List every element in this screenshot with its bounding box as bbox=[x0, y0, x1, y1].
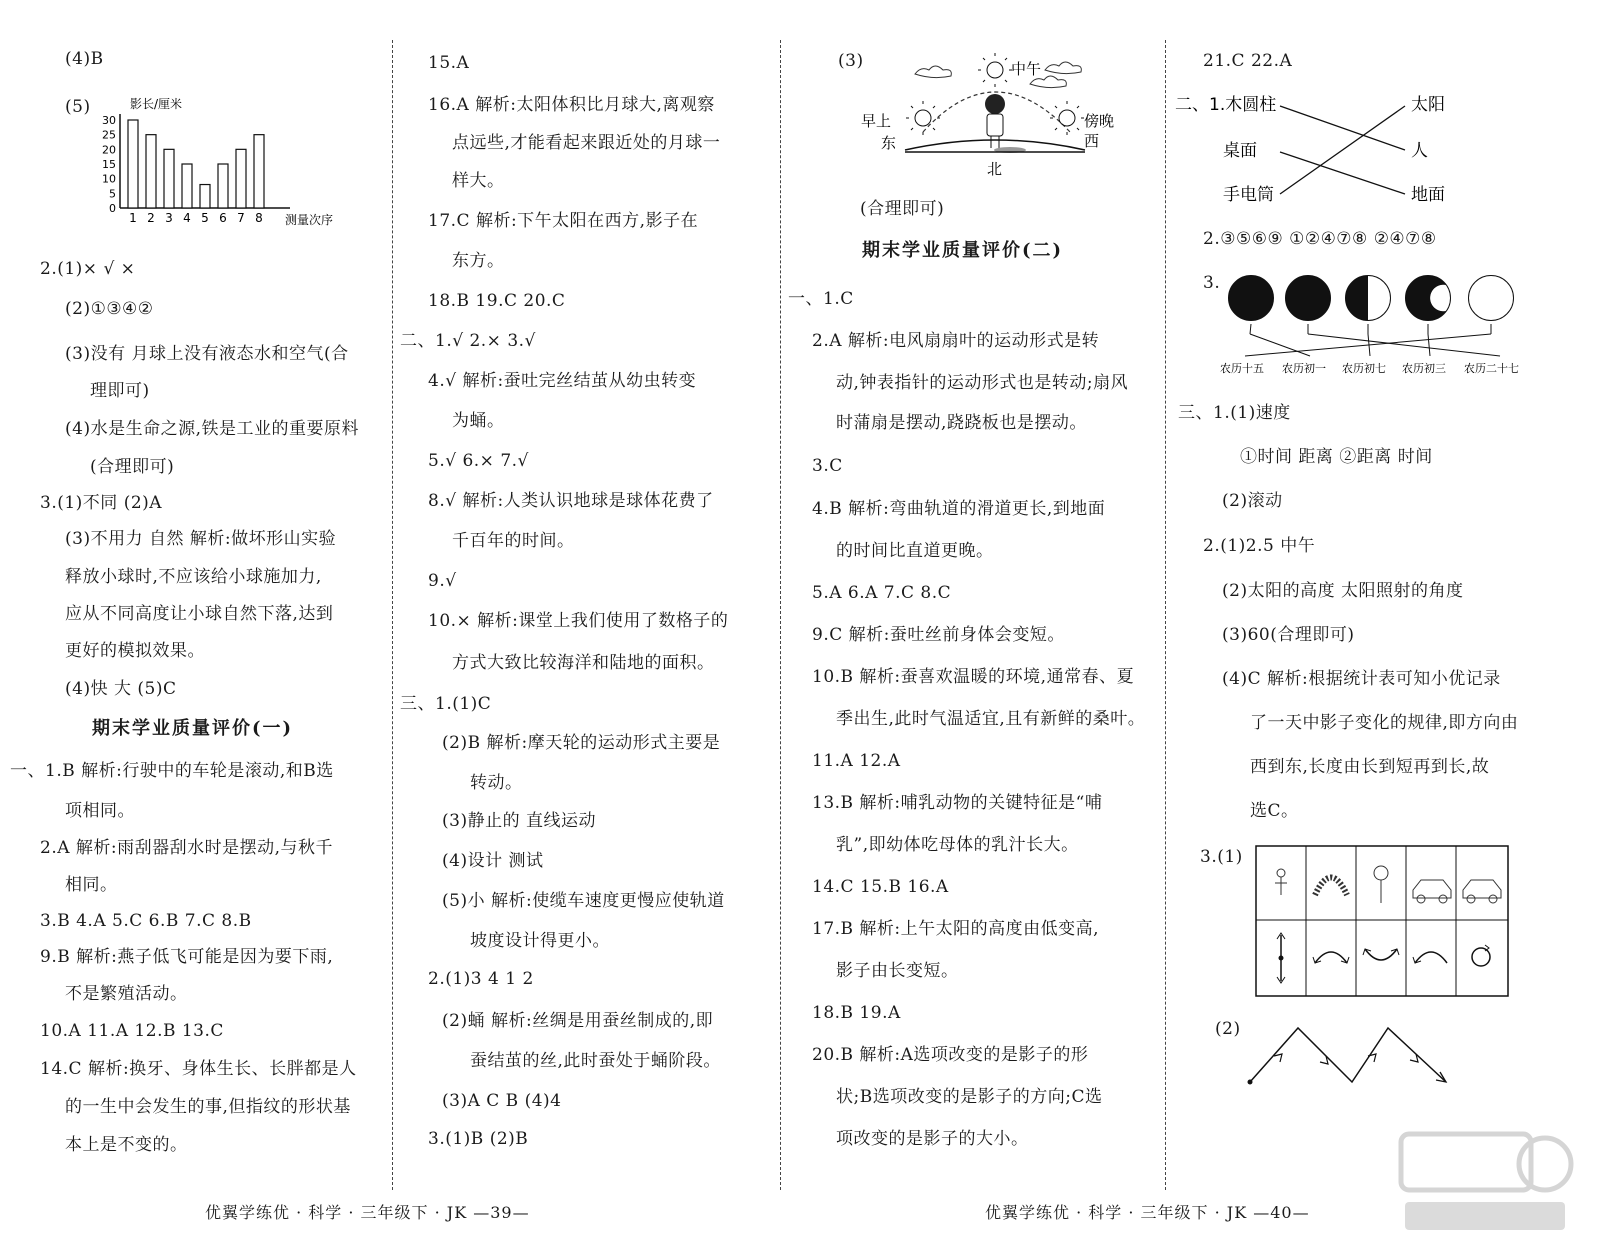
answer-line: 9.B 解析:燕子低飞可能是因为要下雨, bbox=[40, 947, 334, 967]
sun-icon bbox=[978, 53, 1012, 87]
chart-bar bbox=[200, 185, 210, 208]
column-divider bbox=[392, 40, 393, 1190]
chart-ytick-label: 15 bbox=[102, 158, 116, 171]
answer-line: 更好的模拟效果。 bbox=[65, 641, 205, 661]
answer-line: 转动。 bbox=[470, 773, 523, 793]
answer-line: (4)快 大 (5)C bbox=[65, 679, 177, 699]
answer-line: 18.B 19.A bbox=[812, 1003, 901, 1023]
answer-line: 为蛹。 bbox=[452, 411, 505, 431]
answer-line: 项相同。 bbox=[65, 801, 135, 821]
motion-grid bbox=[1255, 845, 1510, 997]
answer-line: 3.(1)不同 (2)A bbox=[40, 493, 163, 513]
answer-line: 2.(1)× √ × bbox=[40, 259, 136, 279]
answer-line: 10.A 11.A 12.B 13.C bbox=[40, 1021, 224, 1041]
chart-bar bbox=[236, 149, 246, 208]
chart-ytick-label: 20 bbox=[102, 143, 116, 157]
answer-line: 动,钟表指针的运动形式也是转动;扇风 bbox=[836, 373, 1129, 393]
answer-line: 季出生,此时气温适宜,且有新鲜的桑叶。 bbox=[836, 709, 1146, 729]
answer-line: 9.√ bbox=[428, 571, 457, 591]
answer-line: 5.A 6.A 7.C 8.C bbox=[812, 583, 952, 603]
chart-xtick-label: 6 bbox=[219, 211, 227, 225]
answer-line: (3)60(合理即可) bbox=[1222, 625, 1355, 645]
answer-line: 千百年的时间。 bbox=[452, 531, 575, 551]
toy-car-icon bbox=[1463, 880, 1501, 903]
answer-line: 9.C 解析:蚕吐丝前身体会变短。 bbox=[812, 625, 1065, 645]
match-left-item: 桌面 bbox=[1223, 141, 1257, 161]
answer-line: (3) bbox=[838, 51, 864, 71]
answer-line: 2.(1)2.5 中午 bbox=[1203, 536, 1316, 556]
chart-xtick-label: 3 bbox=[165, 211, 173, 225]
match-left-item: 手电筒 bbox=[1223, 185, 1274, 205]
moon-label: 农历十五 bbox=[1220, 362, 1264, 375]
chart-bar bbox=[182, 164, 192, 208]
chart-xlabel: 测量次序 bbox=[285, 213, 334, 227]
answer-line: (2)蛹 解析:丝绸是用蚕丝制成的,即 bbox=[442, 1011, 714, 1031]
answer-line: 时蒲扇是摆动,跷跷板也是摆动。 bbox=[836, 413, 1087, 433]
answer-line: 3.(1) bbox=[1200, 847, 1243, 867]
answer-line: 了一天中影子变化的规律,即方向由 bbox=[1250, 713, 1519, 733]
answer-line: 方式大致比较海洋和陆地的面积。 bbox=[452, 653, 715, 673]
answer-line: (4)设计 测试 bbox=[442, 851, 544, 871]
column-divider bbox=[1165, 40, 1166, 1190]
answer-line: ①时间 距离 ②距离 时间 bbox=[1240, 447, 1433, 467]
label-evening: 傍晚 bbox=[1084, 112, 1115, 130]
answer-line: (2)B 解析:摩天轮的运动形式主要是 bbox=[442, 733, 721, 753]
zigzag-path-diagram bbox=[1240, 1020, 1470, 1092]
chart-ytick-label: 5 bbox=[109, 187, 116, 201]
answer-line: 蚕结茧的丝,此时蚕处于蛹阶段。 bbox=[470, 1051, 721, 1071]
swing-motion-icon bbox=[1313, 952, 1349, 963]
column-divider bbox=[780, 40, 781, 1190]
chart-bar bbox=[164, 149, 174, 208]
straight-motion-icon bbox=[1277, 933, 1285, 983]
ground-line bbox=[905, 140, 1085, 150]
answer-line: (2)滚动 bbox=[1222, 491, 1283, 511]
chart-ytick-label: 10 bbox=[102, 172, 116, 186]
chart-bar bbox=[128, 120, 138, 208]
chart-xtick-label: 7 bbox=[237, 211, 245, 225]
answer-line: 11.A 12.A bbox=[812, 751, 901, 771]
label-north: 北 bbox=[987, 160, 1003, 178]
answer-line: 10.B 解析:蚕喜欢温暖的环境,通常春、夏 bbox=[812, 667, 1135, 687]
label-east: 东 bbox=[881, 134, 897, 152]
moon-label: 农历初七 bbox=[1342, 362, 1386, 375]
answer-line: (3)静止的 直线运动 bbox=[442, 811, 596, 831]
answer-line: 20.B 解析:A选项改变的是影子的形 bbox=[812, 1045, 1089, 1065]
answer-line: 3.(1)B (2)B bbox=[428, 1129, 529, 1149]
sun-icon bbox=[1050, 101, 1084, 135]
answer-line: 应从不同高度让小球自然下落,达到 bbox=[65, 604, 334, 624]
moon-icon bbox=[1405, 275, 1451, 321]
match-line bbox=[1280, 152, 1405, 194]
page-footer-right: 优翼学练优 · 科学 · 三年级下 · JK —40— bbox=[985, 1203, 1310, 1222]
answer-line: (5) bbox=[65, 97, 91, 117]
label-noon: 中午 bbox=[1011, 60, 1042, 78]
answer-line: 三、1.(1)速度 bbox=[1178, 403, 1291, 423]
answer-line: 2.A 解析:电风扇扇叶的运动形式是转 bbox=[812, 331, 1100, 351]
sun-path-diagram bbox=[855, 52, 1130, 182]
answer-line: 2.A 解析:雨刮器刮水时是摆动,与秋千 bbox=[40, 838, 334, 858]
cloud-icon bbox=[1045, 62, 1081, 74]
answer-line: 5.√ 6.× 7.√ bbox=[428, 451, 529, 471]
answer-line: 10.× 解析:课堂上我们使用了数格子的 bbox=[428, 611, 729, 631]
answer-line: 三、1.(1)C bbox=[400, 694, 492, 714]
answer-line: 4.B 解析:弯曲轨道的滑道更长,到地面 bbox=[812, 499, 1106, 519]
answer-line: 4.√ 解析:蚕吐完丝结茧从幼虫转变 bbox=[428, 371, 697, 391]
answer-line: (2) bbox=[1215, 1019, 1241, 1039]
answer-line: 3. bbox=[1203, 273, 1221, 293]
section-title: 期末学业质量评价(二) bbox=[862, 240, 1064, 261]
slinky-icon bbox=[1315, 878, 1347, 896]
answer-line: (2)①③④② bbox=[65, 299, 154, 319]
answer-line: 样大。 bbox=[452, 171, 505, 191]
chart-ytick-label: 25 bbox=[102, 128, 116, 142]
rotate-motion-icon bbox=[1472, 945, 1490, 966]
swing-motion-icon bbox=[1363, 949, 1399, 960]
answer-line: 一、1.C bbox=[788, 289, 854, 309]
match-right-item: 地面 bbox=[1411, 185, 1445, 205]
chart-ylabel: 影长/厘米 bbox=[130, 97, 183, 111]
matching-diagram bbox=[1175, 88, 1475, 208]
answer-line: (3)不用力 自然 解析:做坏形山实验 bbox=[65, 529, 337, 549]
answer-line: 影子由长变短。 bbox=[836, 961, 959, 981]
match-line bbox=[1280, 106, 1405, 150]
answer-line: 17.C 解析:下午太阳在西方,影子在 bbox=[428, 211, 699, 231]
chart-ytick-label: 0 bbox=[109, 202, 116, 215]
match-right-item: 人 bbox=[1411, 141, 1428, 161]
label-west: 西 bbox=[1084, 132, 1100, 150]
answer-line: 点远些,才能看起来跟近处的月球一 bbox=[452, 133, 721, 153]
toy-icon bbox=[1275, 869, 1287, 895]
answer-line: (5)小 解析:使缆车速度更慢应使轨道 bbox=[442, 891, 725, 911]
match-right-item: 太阳 bbox=[1411, 95, 1445, 115]
moon-label: 农历初一 bbox=[1282, 362, 1326, 375]
answer-line: 坡度设计得更小。 bbox=[470, 931, 610, 951]
cloud-icon bbox=[915, 66, 951, 78]
answer-line: 3.B 4.A 5.C 6.B 7.C 8.B bbox=[40, 911, 252, 931]
answer-line: (4)水是生命之源,铁是工业的重要原料 bbox=[65, 419, 359, 439]
answer-line: 的一生中会发生的事,但指纹的形状基 bbox=[65, 1097, 351, 1117]
answer-line: 15.A bbox=[428, 53, 470, 73]
answer-line: 西到东,长度由长到短再到长,故 bbox=[1250, 757, 1490, 777]
answer-line: (4)C 解析:根据统计表可知小优记录 bbox=[1222, 669, 1501, 689]
page-footer-left: 优翼学练优 · 科学 · 三年级下 · JK —39— bbox=[205, 1203, 530, 1222]
answer-line: 3.C bbox=[812, 456, 843, 476]
answer-line: 乳”,即幼体吃母体的乳汁长大。 bbox=[836, 835, 1079, 855]
answer-line: 14.C 15.B 16.A bbox=[812, 877, 949, 897]
child-figure bbox=[985, 94, 1026, 153]
answer-line: 二、1.√ 2.× 3.√ bbox=[400, 331, 536, 351]
answer-line: 2.(1)3 4 1 2 bbox=[428, 969, 534, 989]
match-line bbox=[1280, 106, 1405, 194]
answer-line: 本上是不变的。 bbox=[65, 1135, 188, 1155]
answer-line: (3)A C B (4)4 bbox=[442, 1091, 562, 1111]
answer-line: (合理即可) bbox=[90, 457, 175, 477]
toy-car-icon bbox=[1413, 880, 1451, 903]
answer-line: 17.B 解析:上午太阳的高度由低变高, bbox=[812, 919, 1100, 939]
chart-xtick-label: 4 bbox=[183, 211, 191, 225]
moon-icon bbox=[1468, 275, 1514, 321]
answer-line: 东方。 bbox=[452, 251, 505, 271]
moon-match-lines bbox=[1220, 322, 1540, 382]
section-title: 期末学业质量评价(一) bbox=[92, 718, 294, 739]
moon-icon bbox=[1345, 275, 1391, 321]
chart-bar bbox=[218, 164, 228, 208]
chart-bar bbox=[254, 135, 264, 208]
chart-xtick-label: 1 bbox=[129, 211, 137, 225]
answer-line: 选C。 bbox=[1250, 801, 1299, 821]
answer-line: 相同。 bbox=[65, 875, 118, 895]
answer-line: (3)没有 月球上没有液态水和空气(合 bbox=[65, 344, 349, 364]
answer-line: (4)B bbox=[65, 49, 104, 69]
chart-xtick-label: 8 bbox=[255, 211, 263, 225]
answer-line: 21.C 22.A bbox=[1203, 51, 1293, 71]
answer-line: 释放小球时,不应该给小球施加力, bbox=[65, 567, 322, 587]
answer-line: (合理即可) bbox=[860, 199, 945, 219]
shadow-length-bar-chart bbox=[90, 90, 380, 240]
moon-icon bbox=[1285, 275, 1331, 321]
chart-ytick-label: 30 bbox=[102, 114, 116, 127]
answer-line: 的时间比直道更晚。 bbox=[836, 541, 994, 561]
pendulum-icon bbox=[1374, 866, 1388, 903]
moon-icon bbox=[1228, 275, 1274, 321]
chart-xtick-label: 5 bbox=[201, 211, 209, 225]
match-left-item: 二、1.木圆柱 bbox=[1175, 95, 1277, 115]
answer-line: 13.B 解析:哺乳动物的关键特征是“哺 bbox=[812, 793, 1103, 813]
label-morning: 早上 bbox=[861, 112, 892, 130]
moon-label: 农历二十七 bbox=[1464, 362, 1519, 375]
answer-line: 不是繁殖活动。 bbox=[65, 984, 188, 1004]
chart-bar bbox=[146, 135, 156, 208]
answer-line: 16.A 解析:太阳体积比月球大,离观察 bbox=[428, 95, 715, 115]
swing-motion-icon bbox=[1413, 952, 1447, 963]
answer-line: 项改变的是影子的大小。 bbox=[836, 1129, 1029, 1149]
answer-line: 一、1.B 解析:行驶中的车轮是滚动,和B选 bbox=[10, 761, 334, 781]
watermark-logo bbox=[1395, 1128, 1575, 1238]
answer-line: (2)太阳的高度 太阳照射的角度 bbox=[1222, 581, 1464, 601]
answer-line: 2.③⑤⑥⑨ ①②④⑦⑧ ②④⑦⑧ bbox=[1203, 229, 1437, 249]
answer-line: 14.C 解析:换牙、身体生长、长胖都是人 bbox=[40, 1059, 357, 1079]
answer-line: 理即可) bbox=[90, 381, 150, 401]
chart-xtick-label: 2 bbox=[147, 211, 155, 225]
sun-icon bbox=[906, 101, 940, 135]
answer-line: 状;B选项改变的是影子的方向;C选 bbox=[836, 1087, 1103, 1107]
answer-line: 18.B 19.C 20.C bbox=[428, 291, 566, 311]
answer-line: 8.√ 解析:人类认识地球是球体花费了 bbox=[428, 491, 714, 511]
moon-label: 农历初三 bbox=[1402, 362, 1446, 375]
